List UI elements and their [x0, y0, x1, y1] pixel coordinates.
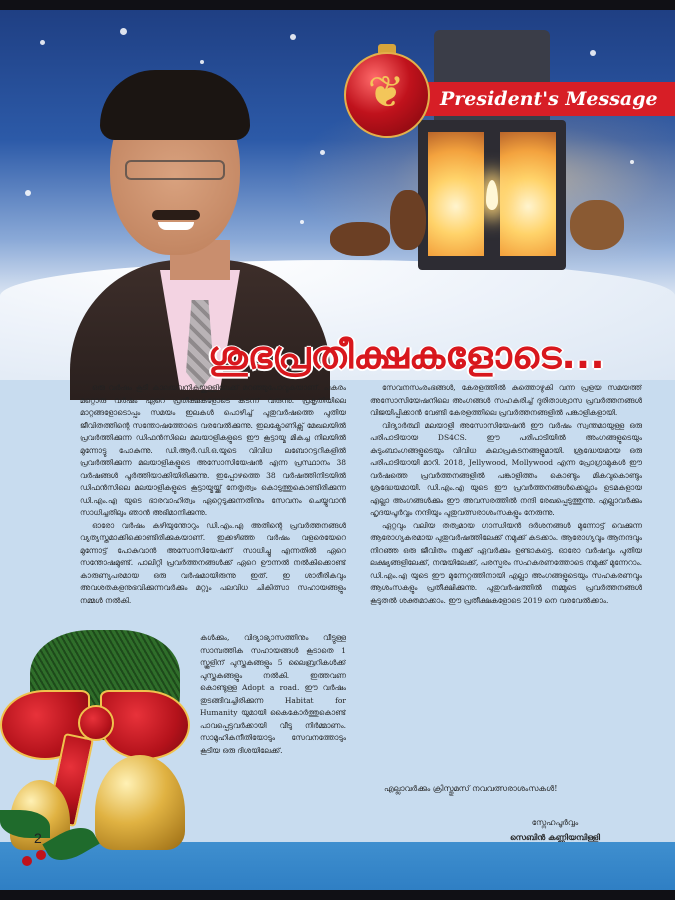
paragraph: സേവനസംരംഭങ്ങൾ, കേരളത്തിൽ കുത്തൊഴുകി വന്ന പ്രളയ സമയത്ത് അസോസിയേഷനിലെ അംഗങ്ങൾ സഹകരിച്ച് ദുരിതാശ്വാസ പ്രവർത്തനങ്ങൾ വിജയിപ്പിക്കാൻ വേണ്ടി കേരളത്തിലെ പ്രവർത്തനങ്ങളിൽ പങ്കാളികളായി.: [370, 383, 642, 417]
snowflake: [290, 34, 296, 40]
smile: [158, 222, 194, 230]
signature: സെബിൻ കണ്ണിയമ്പിള്ളി: [509, 832, 601, 842]
snowflake: [300, 220, 304, 224]
paragraph: ഒരു വർഷം കൂടി കാലയവനികയ്ക്കുള്ളിലേക്ക് മറഞ്ഞുപോവുകയാണ്. പകരം മറ്റൊരു വർഷം ഏറെ പ്രതീക്ഷകളോടെ കടന്ന് വരുന്നു. പ്രകൃതിയിലെ മാറ്റങ്ങളോടൊപ്പം സമയം ഇലകൾ പൊഴിച്ച് പുതുവർഷത്തെ പുതിയ ജീവിതത്തിന്റെ സന്തോഷത്തോടെ വരവേൽക്കുന്നു. ഇലക്ട്രോണിക്സ് മേഖലയിൽ പ്രവർത്തിക്കുന്ന ഡിഫൻസിലെ മലയാളികളുടെ ഈ കൂട്ടായ്മ മികച്ച നിലയിൽ മുന്നോട്ടു പോകുന്നു. ഡി.ആർ.ഡി.ഒ.യുടെ വിവിധ ലബോറട്ടറികളിൽ പ്രവർത്തിക്കുന്ന മലയാളികളുടെ അസോസിയേഷൻ എന്ന പ്രസ്ഥാനം 38 വർഷങ്ങൾ പൂർത്തിയാക്കിയിരിക്കുന്നു. ഇപ്പോഴത്തെ 38 വർഷത്തിനിടയിൽ ഡിഫൻസിലെ മലയാളികളുടെ കൂട്ടായ്മയ്ക്ക് നേതൃത്വം കൊടുത്തുകൊണ്ടിരിക്കുന്ന ഡി.എം.എ യുടെ ഭാരവാഹിത്വം ഏറ്റെടുക്കുന്നതിനും സേവനം ചെയ്യുവാൻ സാധിച്ചതിലും ഞാൻ അഭിമാനിക്കുന്നു.: [80, 383, 346, 517]
ribbon-knot: [78, 705, 114, 741]
snowflake: [120, 28, 127, 35]
paragraph: കൾക്കും, വിദ്യാഭ്യാസത്തിനും വീട്ടുള്ള സാമ്പത്തിക സഹായങ്ങൾ കൂടാതെ 1 സ്കൂളിന് പുസ്തകങ്ങളും 5 ലൈബ്രറികൾക്ക് പുസ്തകങ്ങളും നൽകി. ഇത്തവണ കൊണ്ടുള്ള Adopt a road. ഈ വർഷം തുടങ്ങിവച്ചിരിക്കുന്ന Habitat for Humanity യുമായി കൈകോർത്തുകൊണ്ട് പാവപ്പെട്ടവർക്കായി വീടു നിർമ്മാണം. സാമൂഹികനീതിയോടും സേവനത്തോടും കൂടിയ ഒരു ദിശയിലേക്ക്.: [200, 633, 346, 755]
paragraph: വിദ്യാർത്ഥി മലയാളി അസോസിയേഷൻ ഈ വർഷം സ്വന്തമായുള്ള ഒരു പരിപാടിയായ DS4CS. ഈ പരിപാടിയിൽ അംഗങ്ങളുടെയും കുടുംബാംഗങ്ങളുടെയും വിവിധ കലാപ്രകടനങ്ങളുമായി. ശ്രദ്ധേയമായ ഒരു പരിപാടിയായി മാറി. 2018, Jellywood, Mollywood എന്ന പ്രോഗ്രാമുകൾ ഈ വർഷത്തെ പ്രവർത്തനങ്ങളിൽ പങ്കാളിത്തം കൊണ്ടും മികവുകൊണ്ടും ശ്രദ്ധേയമായി. ഡി.എം.എ യുടെ ഈ പ്രവർത്തനങ്ങൾക്കെല്ലാം ഉടമകളായ എല്ലാ അംഗങ്ങൾക്കും ഈ അവസരത്തിൽ നന്ദി രേഖപ്പെടുത്തുന്നു. എല്ലാവർക്കും ഹൃദയപൂർവ്വം നന്ദിയും പുതുവത്സരാശംസകളും നേരുന്നു.: [370, 420, 642, 517]
page-number: 2: [34, 830, 42, 846]
snowflake: [40, 40, 45, 45]
paragraph: ഏറ്റവും വലിയ തത്വമായ ഗാന്ധിയൻ ദർശനങ്ങൾ മുന്നോട്ട് വെക്കുന്ന ആരോഗ്യകരമായ പുതുവർഷത്തിലേക്ക് നമുക്ക് കടക്കാം. ആരോഗ്യവും ആനന്ദവും നിറഞ്ഞ ഒരു ജീവിതം നമുക്ക് ഏവർക്കും ഉണ്ടാകട്ടെ. ഓരോ വർഷവും പുതിയ ലക്ഷ്യങ്ങളിലേക്ക്, നന്മയിലേക്ക്, പരസ്പരം സഹകരണത്തോടെ നമുക്ക് മുന്നേറാം. ഡി.എം.എ യുടെ ഈ മുന്നേറ്റത്തിനായി എല്ലാ അംഗങ്ങളുടെയും സഹകരണവും ആശംസകളും പ്രതീക്ഷിക്കുന്നു. പുതുവർഷത്തിൽ നമ്മുടെ പ്രവർത്തനങ്ങൾ കൂടുതൽ ശക്തമാക്കാം. ഈ പ്രതീക്ഷകളോടെ 2019 നെ വരവേൽക്കാം.: [370, 520, 642, 605]
bottom-bar: [0, 842, 675, 890]
article-column-1: [80, 382, 346, 632]
mustache: [152, 210, 200, 220]
bell-icon: [95, 755, 185, 850]
snowflake: [590, 50, 596, 56]
snowflake: [25, 190, 31, 196]
hair: [100, 70, 250, 140]
paragraph: ഓരോ വർഷം കഴിയുന്തോറും ഡി.എം.എ അതിന്റെ പ്രവർത്തനങ്ങൾ വ്യത്യസ്തമാക്കിക്കൊണ്ടിരിക്കുകയാണ്. ഇക്കഴിഞ്ഞ വർഷം വളരെയേറെ മുന്നോട്ട് പോകുവാൻ അസോസിയേഷന് സാധിച്ചു എന്നതിൽ ഏറെ സന്തോഷമുണ്ട്. പാലിറ്റി പ്രവർത്തനങ്ങൾക്ക് ഏറെ ഊന്നൽ നൽകിക്കൊണ്ട് കാരുണ്യപരമായ ഒരു വർഷമായിരുന്നു ഇത്. ഇ ശാരീരികവും അവശതകളനുഭവിക്കുന്നവർക്കും മറ്റും പലവിധ ചികിത്സാ സഹായങ്ങളും നമ്മൾ നൽകി.: [80, 520, 346, 605]
snowflake: [200, 60, 204, 64]
hero-background: [0, 10, 675, 380]
lantern-pane: [428, 132, 484, 256]
headline: ശുഭപ്രതീക്ഷകളോടെ...: [208, 333, 605, 377]
snowflake: [630, 160, 634, 164]
pinecone: [390, 190, 426, 250]
ornament-swirl-icon: ❦: [367, 67, 405, 118]
pinecone: [570, 200, 624, 250]
signoff: സ്നേഹപൂർവ്വം: [531, 818, 579, 827]
lantern-pane: [500, 132, 556, 256]
holly-berry: [36, 850, 46, 860]
snowflake: [320, 150, 325, 155]
greeting: എല്ലാവർക്കും ക്രിസ്തുമസ് നവവത്സരാശംസകൾ!: [384, 784, 558, 793]
article-column-1-continued: [200, 632, 346, 858]
holly-berry: [22, 856, 32, 866]
magazine-page: [0, 10, 675, 890]
pinecone: [330, 222, 390, 256]
presidents-message-banner: President's Message: [420, 82, 675, 116]
glasses-icon: [125, 160, 225, 180]
article-column-2: [370, 382, 642, 782]
